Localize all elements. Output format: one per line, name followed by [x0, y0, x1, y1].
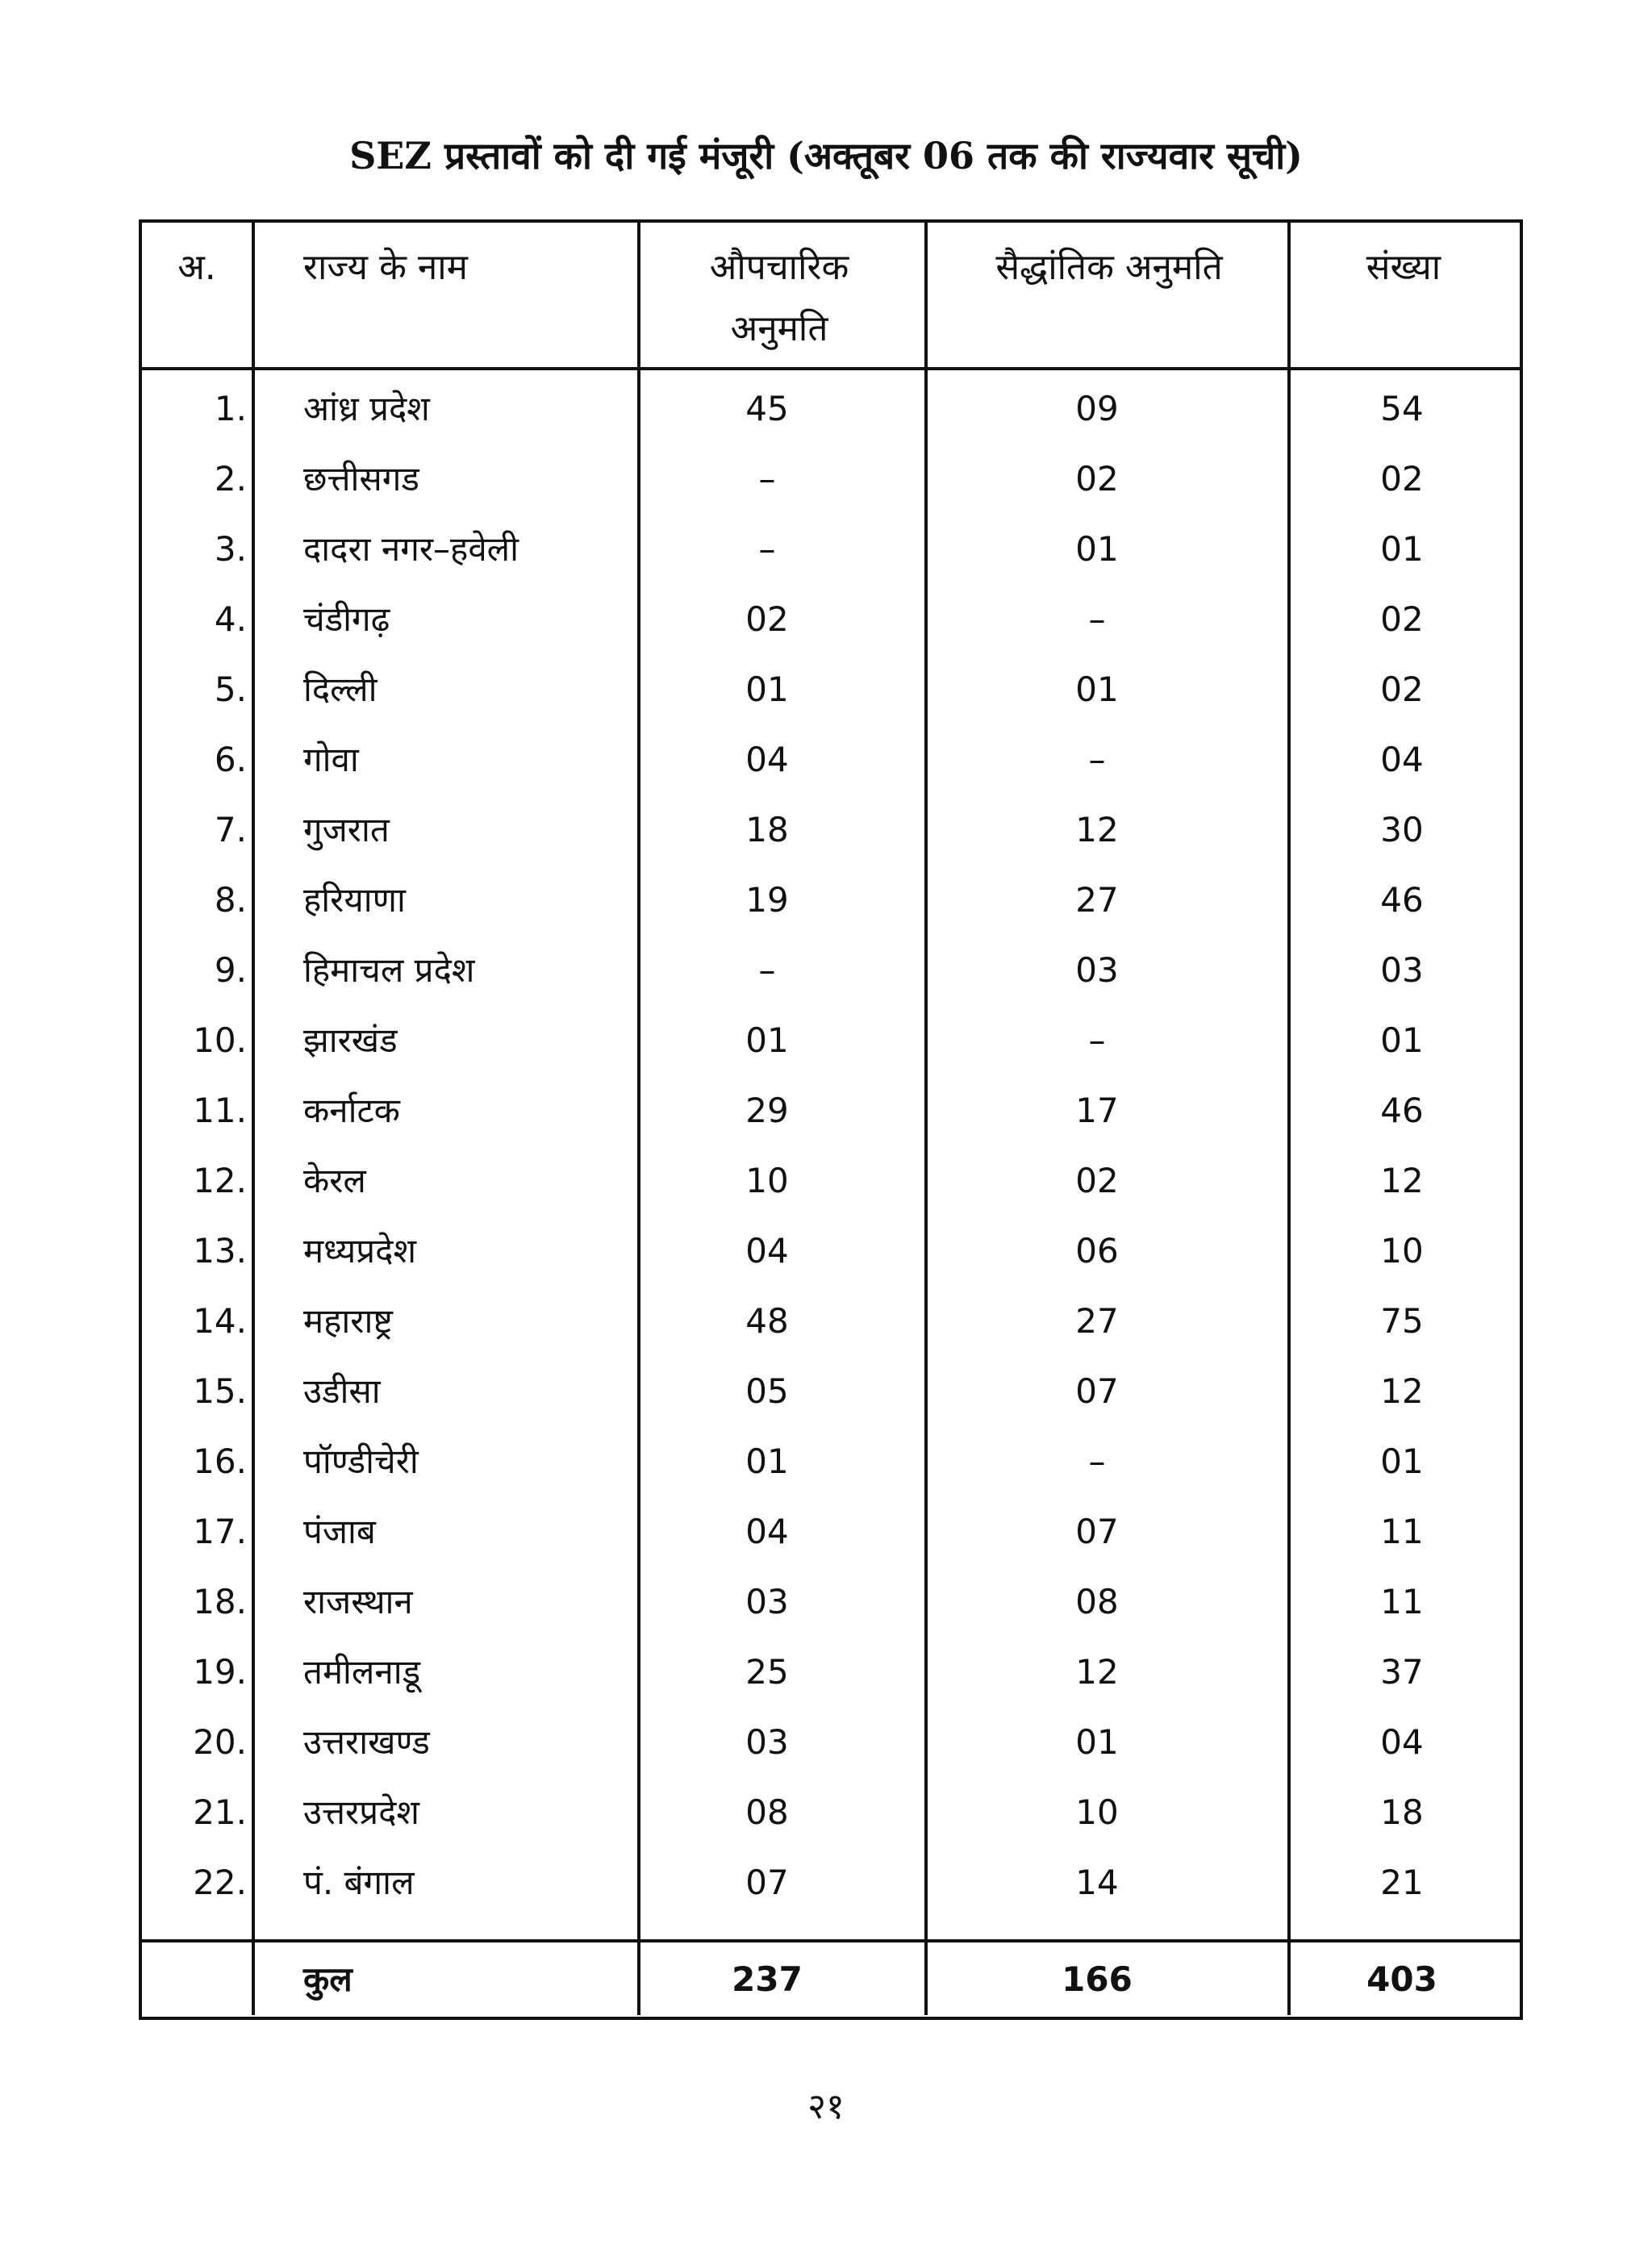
- row-formal-approval: 01: [745, 670, 789, 709]
- row-in-principle-approval: 12: [1075, 810, 1119, 849]
- header-formal-approval: औपचारिक अनुमति: [709, 247, 849, 349]
- row-state-name: दिल्ली: [303, 670, 378, 709]
- table-row: [142, 373, 1520, 444]
- row-serial: 1.: [214, 389, 247, 428]
- row-state-name: आंध्र प्रदेश: [303, 389, 430, 428]
- row-count: 02: [1380, 670, 1424, 709]
- row-formal-approval: 29: [745, 1091, 789, 1130]
- header-state-name: राज्य के नाम: [303, 247, 468, 288]
- row-count: 04: [1380, 740, 1424, 779]
- row-in-principle-approval: 09: [1075, 389, 1119, 428]
- row-serial: 20.: [193, 1722, 247, 1762]
- row-serial: 19.: [193, 1652, 247, 1692]
- row-in-principle-approval: 12: [1075, 1652, 1119, 1692]
- row-state-name: पं. बंगाल: [303, 1863, 415, 1902]
- row-formal-approval: 04: [745, 1231, 789, 1271]
- total-count: 403: [1366, 1959, 1437, 1999]
- total-in-principle-approval: 166: [1062, 1959, 1133, 1999]
- row-in-principle-approval: 27: [1075, 1301, 1119, 1341]
- row-serial: 2.: [214, 459, 247, 499]
- row-formal-approval: 08: [745, 1792, 789, 1832]
- row-count: 10: [1380, 1231, 1424, 1271]
- row-serial: 4.: [214, 599, 247, 639]
- row-formal-approval: 05: [745, 1371, 789, 1411]
- row-formal-approval: 01: [745, 1020, 789, 1060]
- row-formal-approval: –: [758, 529, 776, 569]
- row-state-name: उत्तरप्रदेश: [303, 1792, 419, 1832]
- row-count: 03: [1380, 950, 1424, 990]
- row-in-principle-approval: 08: [1075, 1582, 1119, 1621]
- row-formal-approval: 18: [745, 810, 789, 849]
- table-row: [142, 724, 1520, 795]
- row-count: 11: [1380, 1512, 1424, 1551]
- row-count: 02: [1380, 599, 1424, 639]
- row-in-principle-approval: –: [1088, 599, 1106, 639]
- row-state-name: पंजाब: [303, 1512, 376, 1551]
- row-serial: 15.: [193, 1371, 247, 1411]
- row-state-name: मध्यप्रदेश: [303, 1231, 417, 1271]
- page-title: SEZ प्रस्तावों को दी गई मंजूरी (अक्तूबर 06 तक की राज्यवार सूची): [349, 134, 1303, 177]
- row-formal-approval: 25: [745, 1652, 789, 1692]
- row-count: 12: [1380, 1371, 1424, 1411]
- table-row: [142, 654, 1520, 724]
- row-formal-approval: 10: [745, 1161, 789, 1200]
- row-in-principle-approval: 03: [1075, 950, 1119, 990]
- row-state-name: तमीलनाडू: [303, 1652, 421, 1692]
- row-in-principle-approval: 06: [1075, 1231, 1119, 1271]
- row-serial: 17.: [193, 1512, 247, 1551]
- row-count: 18: [1380, 1792, 1424, 1832]
- table-total-row: [142, 1944, 1520, 2014]
- table-row: [142, 444, 1520, 514]
- row-formal-approval: –: [758, 950, 776, 990]
- table-row: [142, 1005, 1520, 1075]
- row-state-name: गोवा: [303, 740, 359, 779]
- row-in-principle-approval: 14: [1075, 1863, 1119, 1902]
- row-count: 04: [1380, 1722, 1424, 1762]
- row-formal-approval: 19: [745, 880, 789, 920]
- row-formal-approval: 04: [745, 740, 789, 779]
- table-row: [142, 1777, 1520, 1847]
- row-state-name: दादरा नगर–हवेली: [303, 529, 519, 569]
- row-state-name: उडीसा: [303, 1371, 381, 1411]
- row-serial: 13.: [193, 1231, 247, 1271]
- row-formal-approval: 04: [745, 1512, 789, 1551]
- row-state-name: केरल: [303, 1161, 366, 1200]
- table-row: [142, 1707, 1520, 1777]
- table-row: [142, 1496, 1520, 1567]
- row-in-principle-approval: –: [1088, 740, 1106, 779]
- row-formal-approval: 07: [745, 1863, 789, 1902]
- row-in-principle-approval: 02: [1075, 1161, 1119, 1200]
- row-count: 12: [1380, 1161, 1424, 1200]
- row-state-name: महाराष्ट्र: [303, 1301, 393, 1341]
- row-count: 01: [1380, 1442, 1424, 1481]
- total-label: कुल: [303, 1959, 353, 1999]
- table-row: [142, 795, 1520, 865]
- header-in-principle-approval: सैद्धांतिक अनुमति: [995, 247, 1223, 288]
- row-in-principle-approval: 17: [1075, 1091, 1119, 1130]
- row-in-principle-approval: 27: [1075, 880, 1119, 920]
- table-row: [142, 514, 1520, 584]
- row-serial: 9.: [214, 950, 247, 990]
- row-state-name: चंडीगढ़: [303, 599, 390, 639]
- row-serial: 18.: [193, 1582, 247, 1621]
- row-serial: 8.: [214, 880, 247, 920]
- row-in-principle-approval: –: [1088, 1442, 1106, 1481]
- table-row: [142, 935, 1520, 1005]
- table-row: [142, 1075, 1520, 1145]
- row-formal-approval: 02: [745, 599, 789, 639]
- row-state-name: पॉण्डीचेरी: [303, 1442, 419, 1481]
- table-row: [142, 1567, 1520, 1637]
- table-row: [142, 584, 1520, 654]
- row-state-name: छत्तीसगड: [303, 459, 419, 499]
- row-in-principle-approval: 01: [1075, 1722, 1119, 1762]
- row-in-principle-approval: 01: [1075, 670, 1119, 709]
- row-count: 46: [1380, 1091, 1424, 1130]
- header-serial: अ.: [177, 247, 216, 288]
- row-state-name: हरियाणा: [303, 880, 406, 920]
- row-count: 11: [1380, 1582, 1424, 1621]
- row-count: 46: [1380, 880, 1424, 920]
- table-row: [142, 1145, 1520, 1216]
- row-serial: 22.: [193, 1863, 247, 1902]
- row-in-principle-approval: 02: [1075, 459, 1119, 499]
- row-count: 21: [1380, 1863, 1424, 1902]
- header-divider: [142, 367, 1520, 370]
- row-formal-approval: 03: [745, 1722, 789, 1762]
- row-in-principle-approval: 07: [1075, 1371, 1119, 1411]
- row-state-name: झारखंड: [303, 1020, 398, 1060]
- table-row: [142, 1216, 1520, 1286]
- total-formal-approval: 237: [732, 1959, 803, 1999]
- row-state-name: गुजरात: [303, 810, 390, 849]
- row-serial: 14.: [193, 1301, 247, 1341]
- row-serial: 21.: [193, 1792, 247, 1832]
- table-row: [142, 1426, 1520, 1496]
- total-divider: [142, 1939, 1520, 1942]
- row-state-name: कर्नाटक: [303, 1091, 400, 1130]
- row-serial: 3.: [214, 529, 247, 569]
- row-count: 75: [1380, 1301, 1424, 1341]
- row-count: 37: [1380, 1652, 1424, 1692]
- row-serial: 11.: [193, 1091, 247, 1130]
- row-in-principle-approval: 10: [1075, 1792, 1119, 1832]
- row-serial: 6.: [214, 740, 247, 779]
- row-serial: 5.: [214, 670, 247, 709]
- row-formal-approval: 48: [745, 1301, 789, 1341]
- table-row: [142, 1286, 1520, 1356]
- row-serial: 16.: [193, 1442, 247, 1481]
- table-row: [142, 865, 1520, 935]
- row-formal-approval: 03: [745, 1582, 789, 1621]
- row-count: 01: [1380, 1020, 1424, 1060]
- row-serial: 10.: [193, 1020, 247, 1060]
- row-serial: 7.: [214, 810, 247, 849]
- row-formal-approval: –: [758, 459, 776, 499]
- row-count: 54: [1380, 389, 1424, 428]
- row-count: 02: [1380, 459, 1424, 499]
- row-in-principle-approval: 01: [1075, 529, 1119, 569]
- table-row: [142, 1637, 1520, 1707]
- table-row: [142, 1847, 1520, 1917]
- row-state-name: हिमाचल प्रदेश: [303, 950, 475, 990]
- table-row: [142, 1356, 1520, 1426]
- row-in-principle-approval: 07: [1075, 1512, 1119, 1551]
- row-count: 01: [1380, 529, 1424, 569]
- row-state-name: राजस्थान: [303, 1582, 413, 1621]
- row-formal-approval: 45: [745, 389, 789, 428]
- row-state-name: उत्तराखण्ड: [303, 1722, 430, 1762]
- row-serial: 12.: [193, 1161, 247, 1200]
- header-count: संख्या: [1366, 247, 1441, 288]
- row-in-principle-approval: –: [1088, 1020, 1106, 1060]
- row-count: 30: [1380, 810, 1424, 849]
- sez-approvals-table: [139, 219, 1523, 2020]
- page-number: २१: [807, 2086, 845, 2127]
- row-formal-approval: 01: [745, 1442, 789, 1481]
